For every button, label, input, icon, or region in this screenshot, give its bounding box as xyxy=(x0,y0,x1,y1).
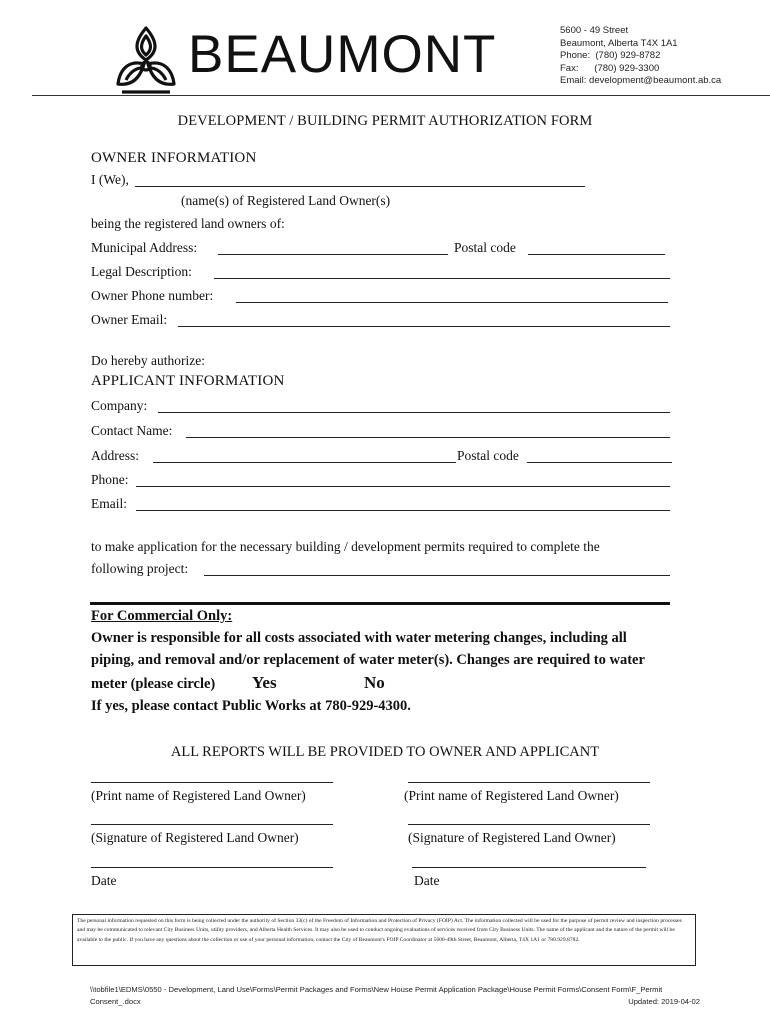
signature-caption-right: (Signature of Registered Land Owner) xyxy=(408,830,616,845)
footer xyxy=(90,984,700,1008)
form-title: DEVELOPMENT / BUILDING PERMIT AUTHORIZATION FORM xyxy=(177,113,593,129)
commercial-line-1: Owner is responsible for all costs associated with water metering changes, including all xyxy=(91,630,627,646)
fax-line: Fax: (780) 929-3300 xyxy=(560,62,660,74)
owner-email-label: Owner Email: xyxy=(91,312,168,327)
owner-phone-field[interactable] xyxy=(236,302,668,303)
applicant-postal-code-field[interactable] xyxy=(527,462,672,463)
project-field[interactable] xyxy=(204,575,670,576)
beaumont-logo-text: BEAUMONT xyxy=(188,25,497,84)
owner-phone-label: Owner Phone number: xyxy=(91,288,214,303)
owner-print-name-field-right[interactable] xyxy=(408,782,650,783)
city-line: Beaumont, Alberta T4X 1A1 xyxy=(560,37,678,49)
contact-block xyxy=(560,25,721,88)
address-line: 5600 - 49 Street xyxy=(560,25,629,36)
footer-file-path-cont: Consent_.docx xyxy=(90,997,141,1006)
owner-email-field[interactable] xyxy=(178,326,670,327)
date-field-left[interactable] xyxy=(91,867,333,868)
date-caption-left: Date xyxy=(91,873,117,888)
date-field-right[interactable] xyxy=(412,867,646,868)
commercial-line-4: If yes, please contact Public Works at 780-929-4300. xyxy=(91,698,411,714)
phone-line: Phone: (780) 929-8782 xyxy=(560,50,661,62)
applicant-postal-code-label: Postal code xyxy=(457,448,519,463)
owner-postal-code-field[interactable] xyxy=(528,254,665,255)
date-caption-right: Date xyxy=(414,873,440,888)
owner-names-field[interactable] xyxy=(135,186,585,187)
legal-description-label: Legal Description: xyxy=(91,264,192,279)
signature-caption-left: (Signature of Registered Land Owner) xyxy=(91,830,299,845)
legal-description-field[interactable] xyxy=(214,278,670,279)
footer-file-path: \\tobfile1\EDMS\0550 - Development, Land Use\Forms\Permit Packages and Forms\New House Permit Application Package\House Permit Forms\Consent Form\F_Permit xyxy=(90,985,663,994)
owner-names-caption: (name(s) of Registered Land Owner(s) xyxy=(181,193,391,208)
applicant-phone-label: Phone: xyxy=(91,472,129,487)
header-divider xyxy=(32,95,770,96)
owner-signature-field-right[interactable] xyxy=(408,824,650,825)
applicant-email-label: Email: xyxy=(91,496,127,511)
commercial-heading: For Commercial Only: xyxy=(91,608,233,624)
commercial-line-3: meter (please circle) xyxy=(91,676,216,692)
municipal-address-label: Municipal Address: xyxy=(91,240,198,255)
municipal-address-field[interactable] xyxy=(218,254,448,255)
authorize-text: Do hereby authorize: xyxy=(91,353,205,368)
commercial-divider xyxy=(90,602,670,605)
applicant-email-field[interactable] xyxy=(136,510,670,511)
applicant-address-field[interactable] xyxy=(153,462,456,463)
email-line: Email: development@beaumont.ab.ca xyxy=(560,75,722,87)
commercial-line-2: piping, and removal and/or replacement of water meter(s). Changes are required to water xyxy=(91,652,645,668)
applicant-address-label: Address: xyxy=(91,448,139,463)
reports-notice: ALL REPORTS WILL BE PROVIDED TO OWNER AND APPLICANT xyxy=(170,744,600,760)
contact-name-label: Contact Name: xyxy=(91,423,173,438)
company-field[interactable] xyxy=(158,412,670,413)
project-text: to make application for the necessary building / development permits required to complete the xyxy=(91,539,600,554)
being-owners-text: being the registered land owners of: xyxy=(91,216,285,231)
applicant-phone-field[interactable] xyxy=(136,486,670,487)
owner-print-name-field-left[interactable] xyxy=(91,782,333,783)
contact-name-field[interactable] xyxy=(186,437,670,438)
footer-updated-date: Updated: 2019-04-02 xyxy=(628,997,700,1006)
privacy-notice: The personal information requested on this form is being collected under the authority of Section 33(c) of the Freedom of Information and Protection of Privacy (FOIP) Act. The information collected will be used for the purpose of permit review and inspection processes and may be communicated to relevant City Business Units, utility providers, and Alberta Health Services. It may also be used to conduct ongoing evaluations of services received from City Business Units. The name of the applicant and the nature of the permit will be available to the public. If you have any questions about the collection or use of your personal information, contact the City of Beaumont's FOIP Coordinator at 5600-49th Street, Beaumont, Alberta, T4X 1A1 or 780.929.8782. xyxy=(72,914,696,966)
applicant-heading: APPLICANT INFORMATION xyxy=(91,373,285,389)
project-label: following project: xyxy=(91,561,189,576)
print-name-caption-right: (Print name of Registered Land Owner) xyxy=(404,788,619,803)
water-meter-yes-option[interactable]: Yes xyxy=(252,673,277,692)
print-name-caption-left: (Print name of Registered Land Owner) xyxy=(91,788,306,803)
beaumont-logo-icon xyxy=(110,22,182,94)
i-we-label: I (We), xyxy=(91,172,129,187)
owner-heading: OWNER INFORMATION xyxy=(91,150,257,166)
owner-signature-field-left[interactable] xyxy=(91,824,333,825)
owner-postal-code-label: Postal code xyxy=(454,240,516,255)
water-meter-no-option[interactable]: No xyxy=(364,673,385,692)
company-label: Company: xyxy=(91,398,148,413)
